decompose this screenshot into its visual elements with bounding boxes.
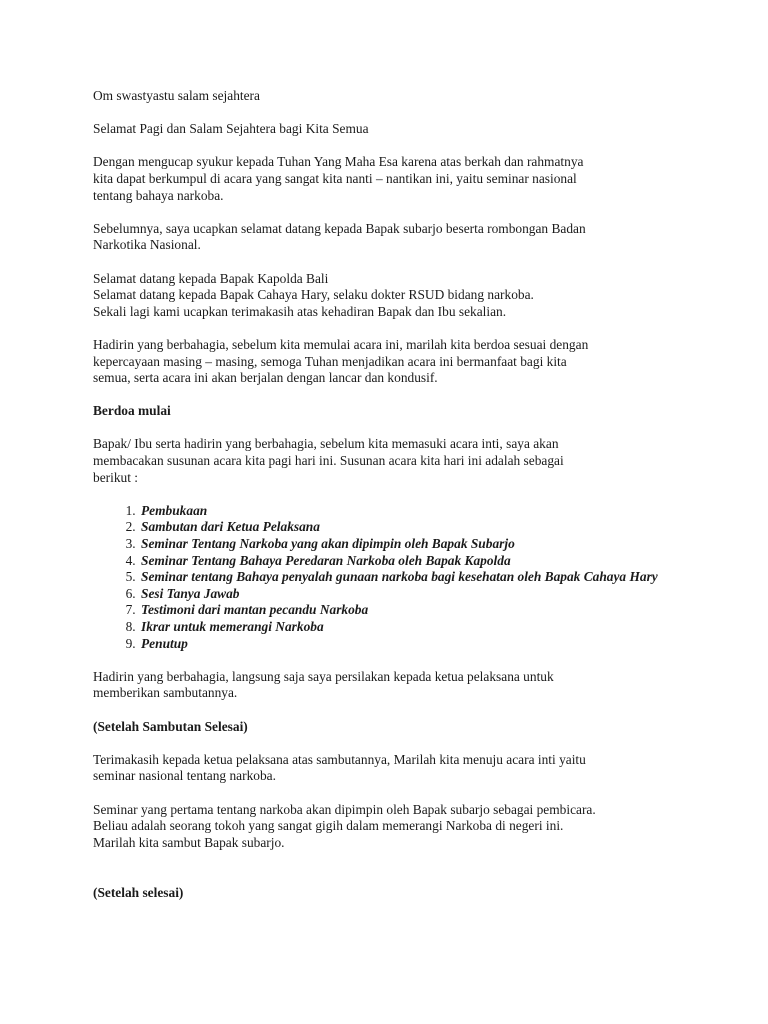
- welcome-paragraph: Sebelumnya, saya ucapkan selamat datang kepada Bapak subarjo beserta rombongan Badan Narkotika Nasional.: [93, 220, 586, 253]
- agenda-item: 5. Seminar tentang Bahaya penyalah gunaan narkoba bagi kesehatan oleh Bapak Cahaya Hary: [139, 569, 713, 586]
- agenda-list: [93, 503, 713, 652]
- prayer-heading: Berdoa mulai: [93, 403, 171, 419]
- agenda-item: 4. Seminar Tentang Bahaya Peredaran Narkoba oleh Bapak Kapolda: [139, 553, 713, 570]
- agenda-intro-paragraph: Bapak/ Ibu serta hadirin yang berbahagia, sebelum kita memasuki acara inti, saya akan membacakan susunan acara kita pagi hari ini. Susunan acara kita hari ini adalah sebagai berikut :: [93, 436, 564, 485]
- document-body: [93, 88, 713, 918]
- intro-paragraph: Dengan mengucap syukur kepada Tuhan Yang Maha Esa karena atas berkah dan rahmatnya kita dapat berkumpul di acara yang sangat kita nanti – nantikan ini, yaitu seminar nasional tentang bahaya narkoba.: [93, 154, 584, 203]
- blank-line: [93, 868, 713, 885]
- agenda-item: 9. Penutup: [139, 636, 713, 653]
- after-speech-heading: (Setelah Sambutan Selesai): [93, 718, 248, 734]
- greeting-line: Om swastyastu salam sejahtera: [93, 88, 260, 103]
- greeting-line: Selamat Pagi dan Salam Sejahtera bagi Kita Semua: [93, 121, 369, 137]
- invite-paragraph: Hadirin yang berbahagia, langsung saja saya persilakan kepada ketua pelaksana untuk memberikan sambutannya.: [93, 668, 554, 701]
- agenda-item: 3. Seminar Tentang Narkoba yang akan dipimpin oleh Bapak Subarjo: [139, 536, 713, 553]
- done-heading: (Setelah selesai): [93, 884, 184, 900]
- prayer-paragraph: Hadirin yang berbahagia, sebelum kita memulai acara ini, marilah kita berdoa sesuai dengan kepercayaan masing – masing, semoga Tuhan menjadikan acara ini bermanfaat bagi kita semua, serta acara ini akan berjalan dengan lancar dan kondusif.: [93, 336, 589, 386]
- thanks-paragraph: Terimakasih kepada ketua pelaksana atas sambutannya, Marilah kita menuju acara inti yaitu seminar nasional tentang narkoba.: [93, 751, 586, 784]
- agenda-item: 6. Sesi Tanya Jawab: [139, 586, 713, 603]
- welcome-guests-paragraph: Selamat datang kepada Bapak Kapolda Bali Selamat datang kepada Bapak Cahaya Hary, selaku dokter RSUD bidang narkoba. Sekali lagi kami ucapkan terimakasih atas kehadiran Bapak dan Ibu sekalian.: [93, 270, 534, 319]
- agenda-item: 2. Sambutan dari Ketua Pelaksana: [139, 519, 713, 536]
- agenda-item: 7. Testimoni dari mantan pecandu Narkoba: [139, 602, 713, 619]
- agenda-item: 8. Ikrar untuk memerangi Narkoba: [139, 619, 713, 636]
- seminar-paragraph: Seminar yang pertama tentang narkoba akan dipimpin oleh Bapak subarjo sebagai pembicara. Beliau adalah seorang tokoh yang sangat gigih dalam memerangi Narkoba di negeri ini. Marilah kita sambut Bapak subarjo.: [93, 801, 596, 850]
- agenda-item: 1. Pembukaan: [139, 503, 713, 520]
